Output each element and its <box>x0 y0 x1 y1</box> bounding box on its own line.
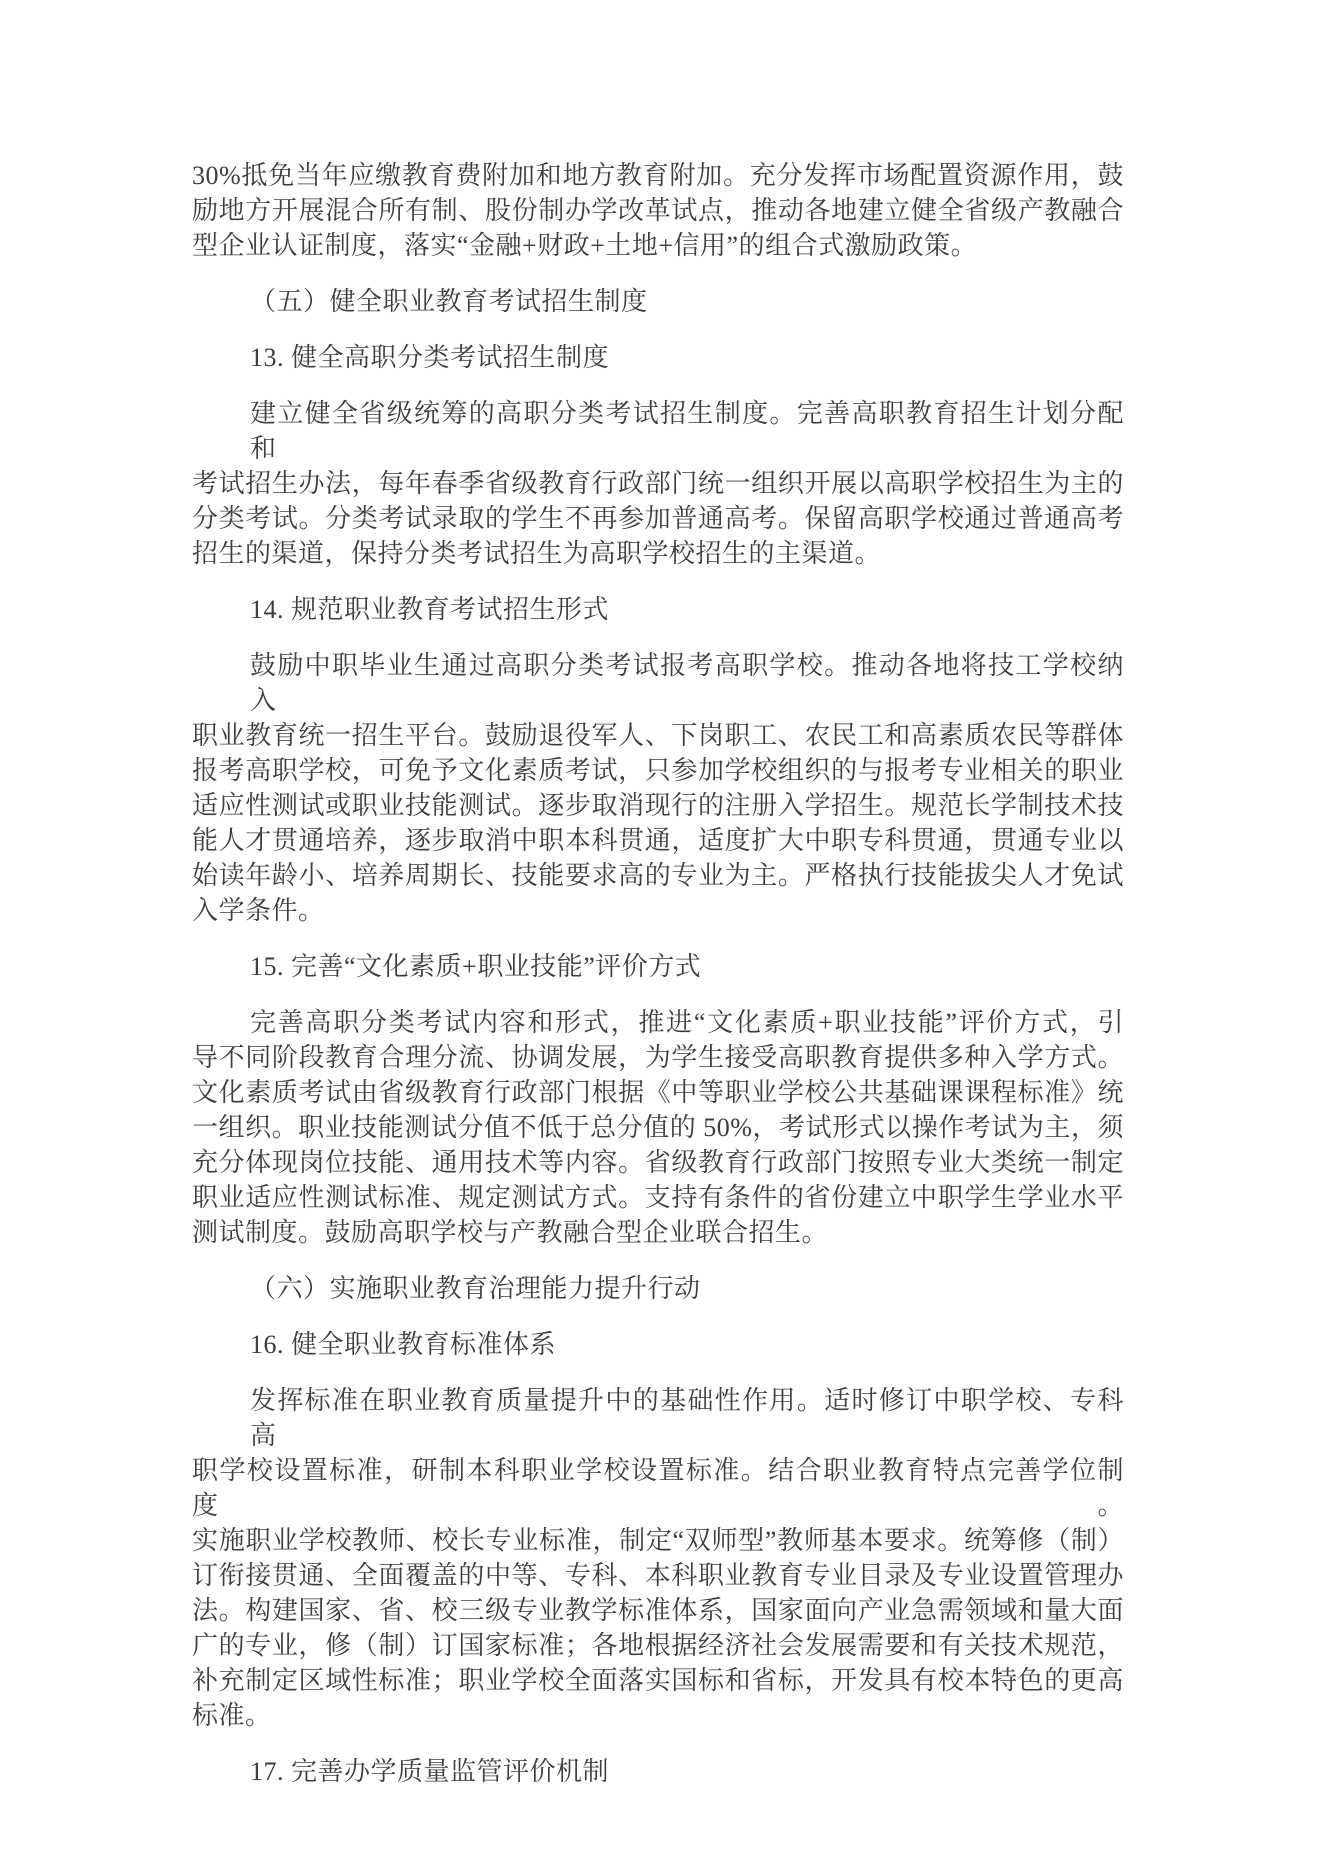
body-paragraph <box>192 648 1124 928</box>
section-heading <box>192 1754 1124 1789</box>
text-line: 广的专业，修（制）订国家标准；各地根据经济社会发展需要和有关技术规范， <box>192 1631 1124 1660</box>
section-heading <box>192 1271 1124 1306</box>
text-line: 适应性测试或职业技能测试。逐步取消现行的注册入学招生。规范长学制技术技 <box>192 791 1124 820</box>
body-paragraph <box>192 396 1124 571</box>
text-line: 报考高职学校，可免予文化素质考试，只参加学校组织的与报考专业相关的职业 <box>192 756 1124 785</box>
text-line: 标准。 <box>192 1701 272 1730</box>
text-line: 补充制定区域性标准；职业学校全面落实国标和省标，开发具有校本特色的更高 <box>192 1666 1124 1695</box>
text-line: 建立健全省级统筹的高职分类考试招生制度。完善高职教育招生计划分配和 <box>250 399 1124 463</box>
section-heading <box>192 1327 1124 1362</box>
text-line: 职业适应性测试标准、规定测试方式。支持有条件的省份建立中职学生学业水平 <box>192 1183 1124 1212</box>
text-line: 充分体现岗位技能、通用技术等内容。省级教育行政部门按照专业大类统一制定 <box>192 1148 1124 1177</box>
text-line: 13. 健全高职分类考试招生制度 <box>250 343 610 372</box>
text-line: 14. 规范职业教育考试招生形式 <box>250 595 610 624</box>
text-line: 测试制度。鼓励高职学校与产教融合型企业联合招生。 <box>192 1218 829 1247</box>
text-line: 考试招生办法，每年春季省级教育行政部门统一组织开展以高职学校招生为主的 <box>192 469 1124 498</box>
text-line: 型企业认证制度，落实“金融+财政+土地+信用”的组合式激励政策。 <box>192 231 978 260</box>
text-line: 入学条件。 <box>192 896 325 925</box>
text-line: 16. 健全职业教育标准体系 <box>250 1330 557 1359</box>
text-line: 职业教育统一招生平台。鼓励退役军人、下岗职工、农民工和高素质农民等群体 <box>192 721 1124 750</box>
document-body <box>192 158 1124 1789</box>
text-line: 实施职业学校教师、校长专业标准，制定“双师型”教师基本要求。统筹修（制） <box>192 1526 1124 1555</box>
text-line: 励地方开展混合所有制、股份制办学改革试点，推动各地建立健全省级产教融合 <box>192 196 1124 225</box>
text-line: 一组织。职业技能测试分值不低于总分值的 50%，考试形式以操作考试为主，须 <box>192 1113 1124 1142</box>
text-line: （六）实施职业教育治理能力提升行动 <box>250 1274 701 1303</box>
section-heading <box>192 284 1124 319</box>
text-line: 始读年龄小、培养周期长、技能要求高的专业为主。严格执行技能拔尖人才免试 <box>192 861 1124 890</box>
text-line: 能人才贯通培养，逐步取消中职本科贯通，适度扩大中职专科贯通，贯通专业以 <box>192 826 1124 855</box>
text-line: 职学校设置标准，研制本科职业学校设置标准。结合职业教育特点完善学位制度。 <box>192 1456 1124 1520</box>
section-heading <box>192 949 1124 984</box>
text-line: 17. 完善办学质量监管评价机制 <box>250 1757 610 1786</box>
section-heading <box>192 340 1124 375</box>
text-line: 分类考试。分类考试录取的学生不再参加普通高考。保留高职学校通过普通高考 <box>192 504 1124 533</box>
text-line: 15. 完善“文化素质+职业技能”评价方式 <box>250 952 702 981</box>
section-heading <box>192 592 1124 627</box>
text-line: 完善高职分类考试内容和形式，推进“文化素质+职业技能”评价方式，引 <box>250 1008 1124 1037</box>
text-line: 导不同阶段教育合理分流、协调发展，为学生接受高职教育提供多种入学方式。 <box>192 1043 1124 1072</box>
text-line: 订衔接贯通、全面覆盖的中等、专科、本科职业教育专业目录及专业设置管理办 <box>192 1561 1124 1590</box>
text-line: 30%抵免当年应缴教育费附加和地方教育附加。充分发挥市场配置资源作用，鼓 <box>192 161 1124 190</box>
body-paragraph <box>192 1005 1124 1250</box>
text-line: 鼓励中职毕业生通过高职分类考试报考高职学校。推动各地将技工学校纳入 <box>250 651 1124 715</box>
text-line: 文化素质考试由省级教育行政部门根据《中等职业学校公共基础课课程标准》统 <box>192 1078 1124 1107</box>
text-line: 招生的渠道，保持分类考试招生为高职学校招生的主渠道。 <box>192 539 882 568</box>
body-paragraph <box>192 1383 1124 1733</box>
body-paragraph <box>192 158 1124 263</box>
text-line: （五）健全职业教育考试招生制度 <box>250 287 648 316</box>
text-line: 法。构建国家、省、校三级专业教学标准体系，国家面向产业急需领域和量大面 <box>192 1596 1124 1625</box>
text-line: 发挥标准在职业教育质量提升中的基础性作用。适时修订中职学校、专科高 <box>250 1386 1124 1450</box>
